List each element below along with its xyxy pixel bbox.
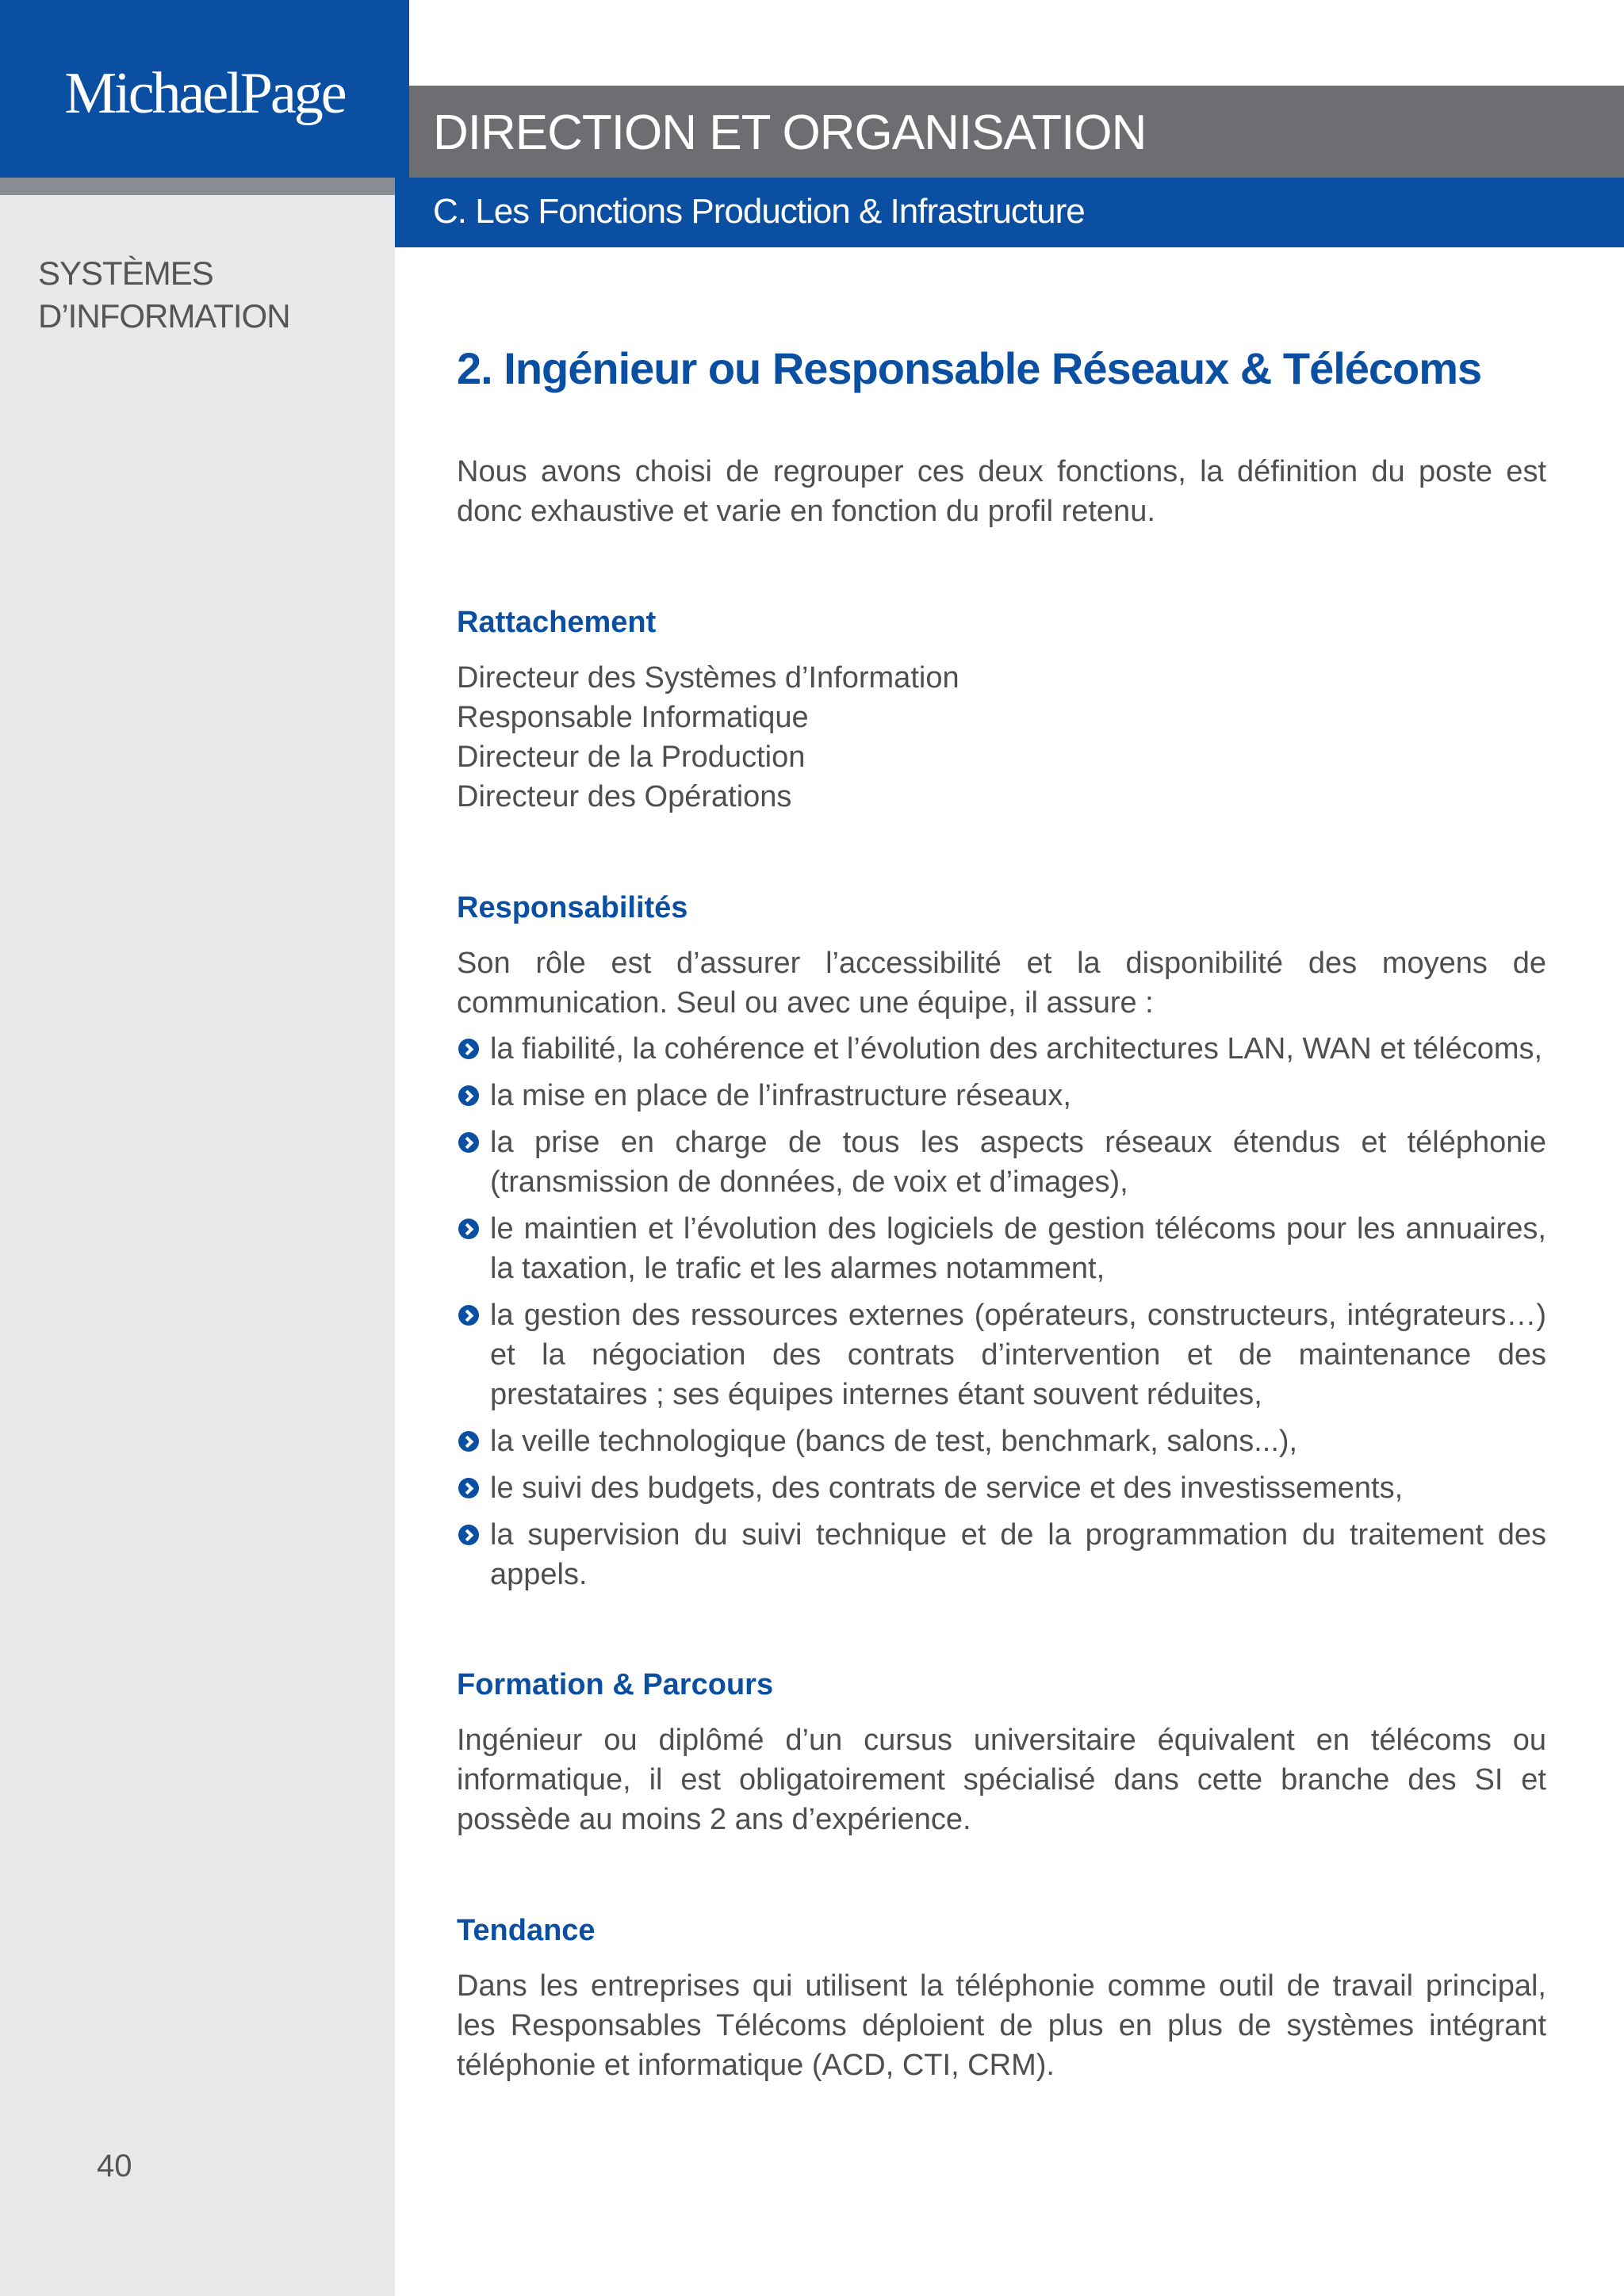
header-title: DIRECTION ET ORGANISATION	[433, 105, 1147, 160]
chevron-right-icon	[458, 1039, 479, 1059]
rattachement-item: Directeur de la Production	[457, 740, 806, 774]
responsabilites-intro: Son rôle est d’assurer l’accessibilité et la disponibilité des moyens de communication. Seul ou avec une équipe, il assure :	[457, 947, 1546, 1020]
chevron-right-icon	[458, 1305, 479, 1326]
list-item-text: la supervision du suivi technique et de la programmation du traitement des appels.	[490, 1518, 1546, 1591]
list-item-text: la mise en place de l’infrastructure réseaux,	[490, 1079, 1071, 1112]
header-bar	[409, 86, 1624, 178]
sidebar	[0, 0, 395, 2296]
list-item	[457, 1209, 1546, 1288]
section-heading-rattachement: Rattachement	[457, 606, 657, 639]
subheader-bar	[395, 178, 1624, 247]
section-heading-responsabilites: Responsabilités	[457, 891, 688, 924]
list-item-text: le maintien et l’évolution des logiciels de gestion télécoms pour les annuaires, la taxation, le trafic et les alarmes notamment,	[490, 1212, 1546, 1285]
header-subtitle: C. Les Fonctions Production & Infrastructure	[433, 192, 1085, 231]
rattachement-item: Directeur des Systèmes d’Information	[457, 661, 959, 695]
rattachement-list	[457, 658, 1546, 817]
main-content	[457, 341, 1546, 2085]
tendance-paragraph: Dans les entreprises qui utilisent la téléphonie comme outil de travail principal, les Responsables Télécoms déploient de plus en plus de systèmes intégrant téléphonie et informatique (ACD, CTI, CRM).	[457, 1969, 1546, 2082]
list-item-text: le suivi des budgets, des contrats de service et des investissements,	[490, 1471, 1404, 1505]
list-item	[457, 1076, 1546, 1115]
list-item	[457, 1422, 1546, 1461]
list-item-text: la prise en charge de tous les aspects réseaux étendus et téléphonie (transmission de données, de voix et d’images),	[490, 1126, 1546, 1199]
rattachement-item: Responsable Informatique	[457, 701, 809, 734]
page-title: 2. Ingénieur ou Responsable Réseaux & Télécoms	[457, 343, 1482, 393]
chevron-right-icon	[458, 1431, 479, 1452]
brand-logo-box	[0, 0, 409, 178]
logo-shadow-strip	[0, 178, 409, 195]
formation-paragraph: Ingénieur ou diplômé d’un cursus universitaire équivalent en télécoms ou informatique, il est obligatoirement spécialisé dans cette branche des SI et possède au moins 2 ans d’expérience.	[457, 1724, 1546, 1836]
chevron-right-icon	[458, 1219, 479, 1239]
section-heading-tendance: Tendance	[457, 1914, 596, 1947]
rattachement-item: Directeur des Opérations	[457, 780, 792, 813]
section-heading-formation: Formation & Parcours	[457, 1668, 774, 1701]
responsabilites-list	[457, 1029, 1546, 1594]
chevron-right-icon	[458, 1525, 479, 1545]
chevron-right-icon	[458, 1085, 479, 1106]
list-item-text: la gestion des ressources externes (opérateurs, constructeurs, intégrateurs…) et la négociation des contrats d’intervention et de maintenance des prestataires ; ses équipes internes étant souvent réduites,	[490, 1299, 1546, 1411]
list-item-text: la fiabilité, la cohérence et l’évolution des architectures LAN, WAN et télécoms,	[490, 1032, 1543, 1066]
list-item	[457, 1468, 1546, 1508]
sidebar-section-title	[38, 252, 371, 338]
chevron-right-icon	[458, 1132, 479, 1153]
list-item	[457, 1295, 1546, 1414]
list-item-text: la veille technologique (bancs de test, benchmark, salons...),	[490, 1425, 1298, 1458]
brand-logo: MichaelPage	[64, 61, 345, 126]
list-item	[457, 1123, 1546, 1202]
page-number: 40	[97, 2149, 132, 2183]
sidebar-title-line1: SYSTÈMES	[38, 254, 213, 292]
chevron-right-icon	[458, 1478, 479, 1498]
list-item	[457, 1029, 1546, 1069]
intro-paragraph: Nous avons choisi de regrouper ces deux fonctions, la définition du poste est donc exhaustive et varie en fonction du profil retenu.	[457, 455, 1546, 528]
list-item	[457, 1515, 1546, 1594]
sidebar-title-line2: D’INFORMATION	[38, 297, 290, 335]
